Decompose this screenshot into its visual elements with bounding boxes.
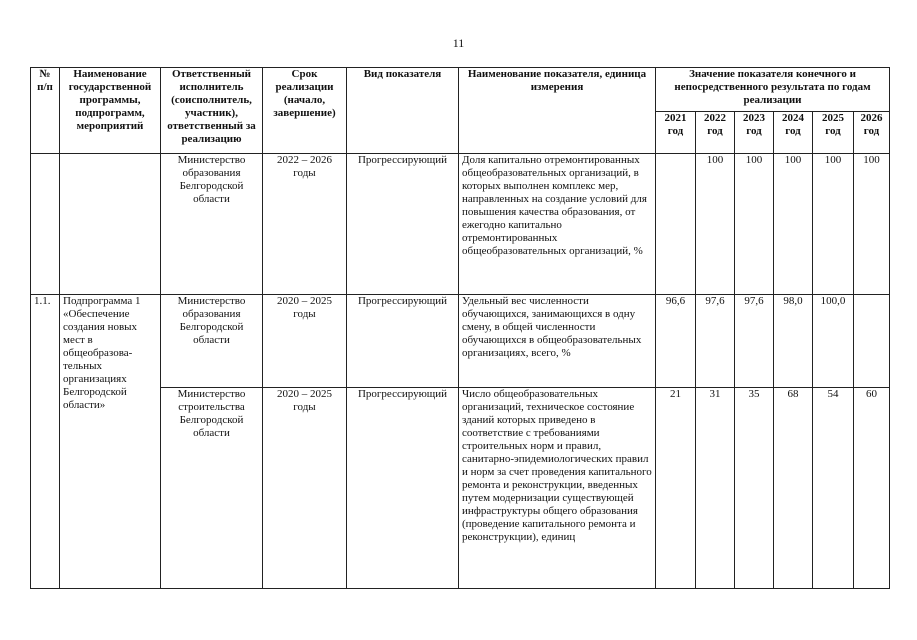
header-values-group: Значение показателя конечного и непосредственного результата по годам реализации	[656, 68, 890, 112]
row-executor: Министерство образования Белгородской области	[161, 295, 263, 388]
row-value-2025: 100,0	[813, 295, 854, 388]
row-num: 1.1.	[31, 295, 60, 589]
header-year-2024: 2024 год	[774, 112, 813, 154]
header-name: Наименование государственной программы, подпрограмм, мероприятий	[60, 68, 161, 154]
row-value-2026: 100	[854, 154, 890, 295]
row-term: 2020 – 2025 годы	[263, 295, 347, 388]
row-term: 2020 – 2025 годы	[263, 388, 347, 589]
row-value-2024: 68	[774, 388, 813, 589]
row-value-2024: 98,0	[774, 295, 813, 388]
header-year-2023: 2023 год	[735, 112, 774, 154]
indicator-table	[30, 67, 890, 589]
header-kind: Вид показателя	[347, 68, 459, 154]
row-value-2023: 35	[735, 388, 774, 589]
header-term: Срок реализации (начало, завершение)	[263, 68, 347, 154]
row-value-2022: 100	[696, 154, 735, 295]
row-value-2026	[854, 295, 890, 388]
row-value-2022: 31	[696, 388, 735, 589]
row-name	[60, 154, 161, 295]
row-executor: Министерство образования Белгородской области	[161, 154, 263, 295]
row-indicator: Доля капитально отремонтированных общеобразовательных организаций, в которых выполнен комплекс мер, направленных на создание условий для повышения качества образования, от ежегодно капитально отремонтированных общеобразовательных организаций, %	[459, 154, 656, 295]
row-value-2023: 97,6	[735, 295, 774, 388]
row-kind: Прогрессирующий	[347, 154, 459, 295]
row-value-2024: 100	[774, 154, 813, 295]
row-value-2021: 96,6	[656, 295, 696, 388]
header-year-2026: 2026 год	[854, 112, 890, 154]
row-value-2021	[656, 154, 696, 295]
table-row	[31, 295, 890, 388]
header-year-2025: 2025 год	[813, 112, 854, 154]
row-value-2026: 60	[854, 388, 890, 589]
row-name: Подпрограмма 1 «Обеспечение создания новых мест в общеобразова-тельных организациях Белгородской области»	[60, 295, 161, 589]
row-value-2021: 21	[656, 388, 696, 589]
row-indicator: Число общеобразовательных организаций, техническое состояние зданий которых приведено в соответствие с требованиями строительных норм и правил, санитарно-эпидемиологических правил и норм за счет проведения капитального ремонта и реконструкции, введенных путем модернизации существующей инфраструктуры общего образования (проведение капитального ремонта и реконструкции), единиц	[459, 388, 656, 589]
row-num	[31, 154, 60, 295]
row-executor: Министерство строительства Белгородской области	[161, 388, 263, 589]
header-num: № п/п	[31, 68, 60, 154]
row-value-2022: 97,6	[696, 295, 735, 388]
header-executor: Ответственный исполнитель (соисполнитель, участник), ответственный за реализацию	[161, 68, 263, 154]
row-kind: Прогрессирующий	[347, 388, 459, 589]
row-kind: Прогрессирующий	[347, 295, 459, 388]
header-indicator: Наименование показателя, единица измерения	[459, 68, 656, 154]
row-value-2025: 100	[813, 154, 854, 295]
header-year-2022: 2022 год	[696, 112, 735, 154]
header-year-2021: 2021 год	[656, 112, 696, 154]
row-term: 2022 – 2026 годы	[263, 154, 347, 295]
row-value-2025: 54	[813, 388, 854, 589]
row-value-2023: 100	[735, 154, 774, 295]
table-row	[31, 154, 890, 295]
row-indicator: Удельный вес численности обучающихся, занимающихся в одну смену, в общей численности обучающихся в общеобразовательных организациях, всего, %	[459, 295, 656, 388]
page-number: 11	[452, 36, 465, 50]
